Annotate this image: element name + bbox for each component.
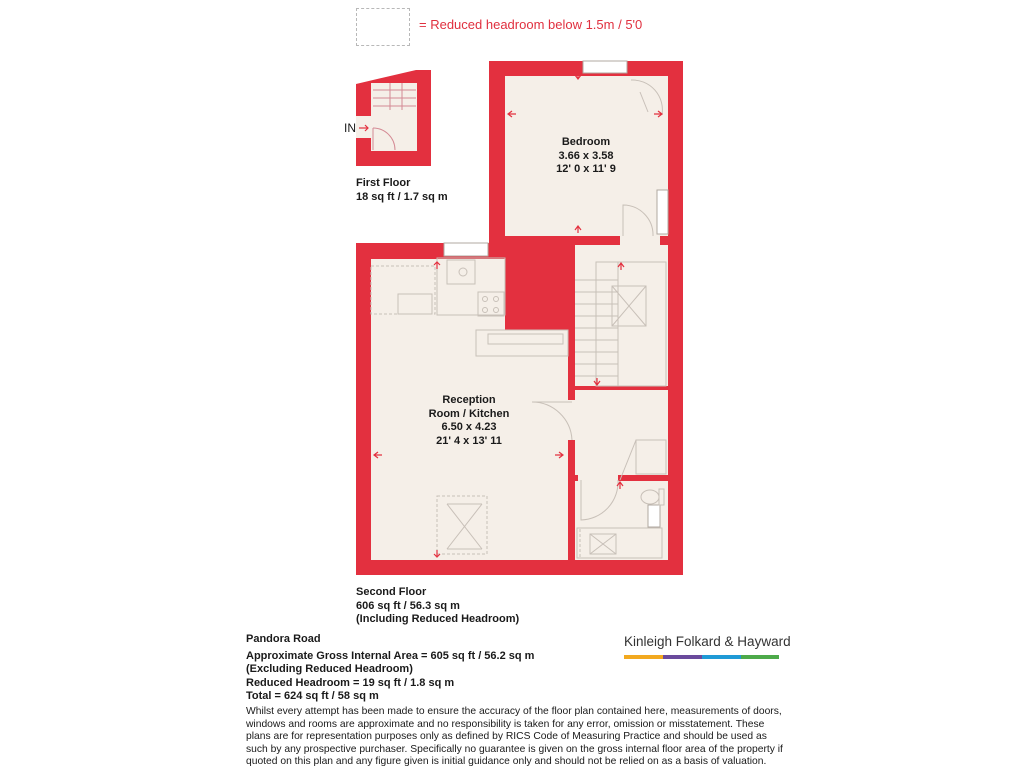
landing-connector bbox=[620, 230, 660, 250]
reduced-headroom-legend-swatch bbox=[356, 8, 410, 46]
brand-bar-segment bbox=[663, 655, 702, 659]
bathroom-door-gap bbox=[578, 472, 618, 484]
first-floor-plan bbox=[356, 70, 431, 166]
first-floor-title: First Floor bbox=[356, 177, 411, 189]
bedroom-name: Bedroom bbox=[561, 136, 611, 148]
second-floor-area: 606 sq ft / 56.3 sq m bbox=[356, 599, 460, 612]
disclaimer-text: Whilst every attempt has been made to ensure the accuracy of the floor plan contained here, measurements of doors, windows and rooms are approximate and no responsibility is taken for any error, omission or misstatement. These plans are for representation purposes only as defined by RICS Code of Measuring Practice and should be used as such by any prospective purchaser. Specifically no guarantee is given on the gross internal floor area of the property if quoted on this plan and any figure given is initial guidance only and should not be relied on as a basis of valuation. bbox=[246, 706, 783, 768]
bedroom-dims-imperial: 12' 0 x 11' 9 bbox=[556, 163, 616, 175]
bedroom-label bbox=[536, 136, 636, 177]
legend-text: = Reduced headroom below 1.5m / 5'0 bbox=[419, 17, 643, 32]
brand-logo-text: Kinleigh Folkard & Hayward bbox=[624, 634, 791, 649]
partition-wall-3 bbox=[575, 386, 668, 390]
brand-color-bar bbox=[624, 655, 779, 659]
total-area: Total = 624 sq ft / 58 sq m bbox=[246, 690, 379, 703]
reduced-headroom-area: Reduced Headroom = 19 sq ft / 1.8 sq m bbox=[246, 676, 455, 689]
bedroom-dims-metric: 3.66 x 3.58 bbox=[558, 149, 614, 162]
brand-bar-segment bbox=[624, 655, 663, 659]
second-floor-note: (Including Reduced Headroom) bbox=[356, 613, 520, 625]
first-floor-door-gap bbox=[356, 116, 372, 138]
property-info bbox=[246, 633, 534, 704]
reception-name-line2: Room / Kitchen bbox=[428, 407, 510, 420]
first-floor-interior bbox=[371, 83, 417, 151]
entry-label: IN bbox=[344, 121, 356, 135]
gross-internal-area: Approximate Gross Internal Area = 605 sq ft / 56.2 sq m bbox=[246, 649, 535, 662]
reception-dims-imperial: 21' 4 x 13' 11 bbox=[436, 434, 502, 447]
first-floor-area: 18 sq ft / 1.7 sq m bbox=[356, 190, 448, 203]
reception-dims-metric: 6.50 x 4.23 bbox=[441, 421, 497, 433]
property-name: Pandora Road bbox=[246, 633, 321, 645]
reception-label bbox=[414, 394, 524, 448]
brand-bar-segment bbox=[741, 655, 779, 659]
first-floor-label bbox=[356, 177, 448, 204]
reception-door-gap bbox=[566, 400, 578, 440]
gross-internal-area-note: (Excluding Reduced Headroom) bbox=[246, 663, 413, 676]
brand-bar-segment bbox=[702, 655, 741, 659]
second-floor-title: Second Floor bbox=[356, 586, 427, 598]
second-floor-label bbox=[356, 586, 519, 627]
reception-name-line1: Reception bbox=[442, 394, 496, 406]
